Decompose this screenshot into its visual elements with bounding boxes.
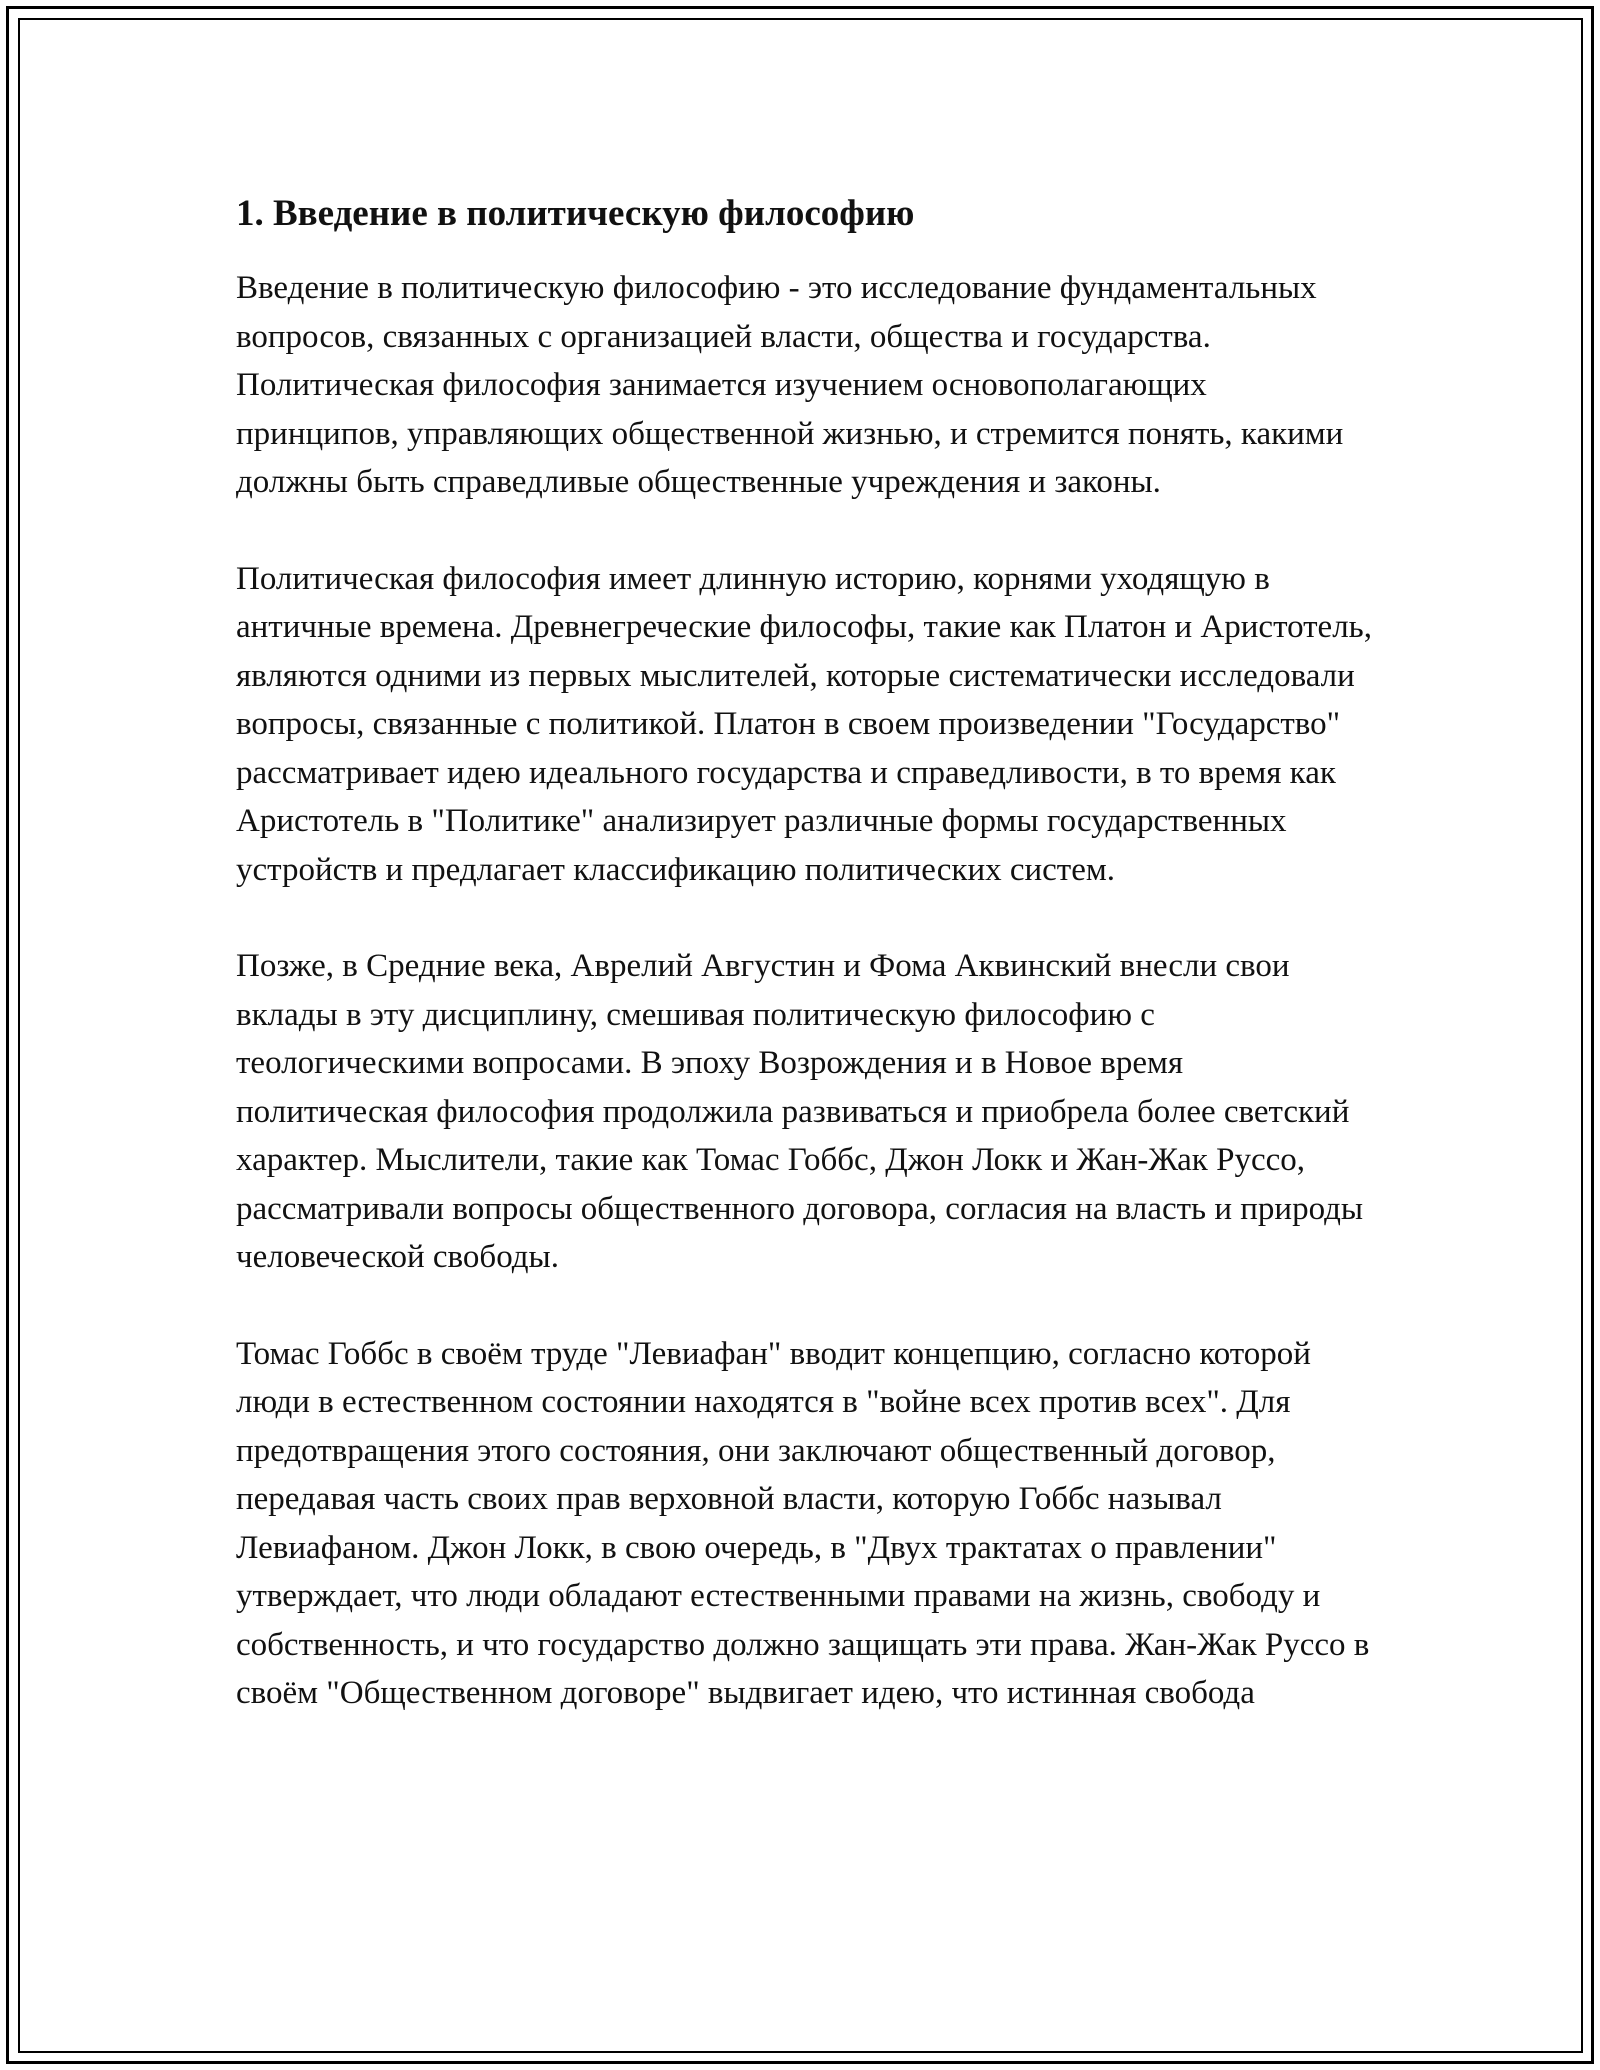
document-body	[236, 186, 1376, 1766]
section-heading: 1. Введение в политическую философию	[236, 193, 915, 234]
paragraph-social-contract: Томас Гоббс в своём труде "Левиафан" вводит концепцию, согласно которой люди в естественном состоянии находятся в "войне всех против всех". Для предотвращения этого состояния, они заключают общественный договор, передавая часть своих прав верховной власти, которую Гоббс называл Левиафаном. Джон Локк, в свою очередь, в "Двух трактатах о правлении" утверждает, что люди обладают естественными правами на жизнь, свободу и собственность, и что государство должно защищать эти права. Жан-Жак Руссо в своём "Общественном договоре" выдвигает идею, что истинная свобода	[236, 1335, 1370, 1711]
paragraph-middle-ages: Позже, в Средние века, Аврелий Августин и Фома Аквинский внесли свои вклады в эту дисциплину, смешивая политическую философию с теологическими вопросами. В эпоху Возрождения и в Новое время политическая философия продолжила развиваться и приобрела более светский характер. Мыслители, такие как Томас Гоббс, Джон Локк и Жан-Жак Руссо, рассматривали вопросы общественного договора, согласия на власть и природы человеческой свободы.	[236, 948, 1364, 1275]
paragraph-intro: Введение в политическую философию - это исследование фундаментальных вопросов, связанных с организацией власти, общества и государства. Политическая философия занимается изучением основополагающих принципов, управляющих общественной жизнью, и стремится понять, какими должны быть справедливые общественные учреждения и законы.	[236, 270, 1344, 500]
paragraph-history: Политическая философия имеет длинную историю, корнями уходящую в античные времена. Древнегреческие философы, такие как Платон и Аристотель, являются одними из первых мыслителей, которые систематически исследовали вопросы, связанные с политикой. Платон в своем произведении "Государство" рассматривает идею идеального государства и справедливости, в то время как Аристотель в "Политике" анализирует различные формы государственных устройств и предлагает классификацию политических систем.	[236, 560, 1372, 888]
